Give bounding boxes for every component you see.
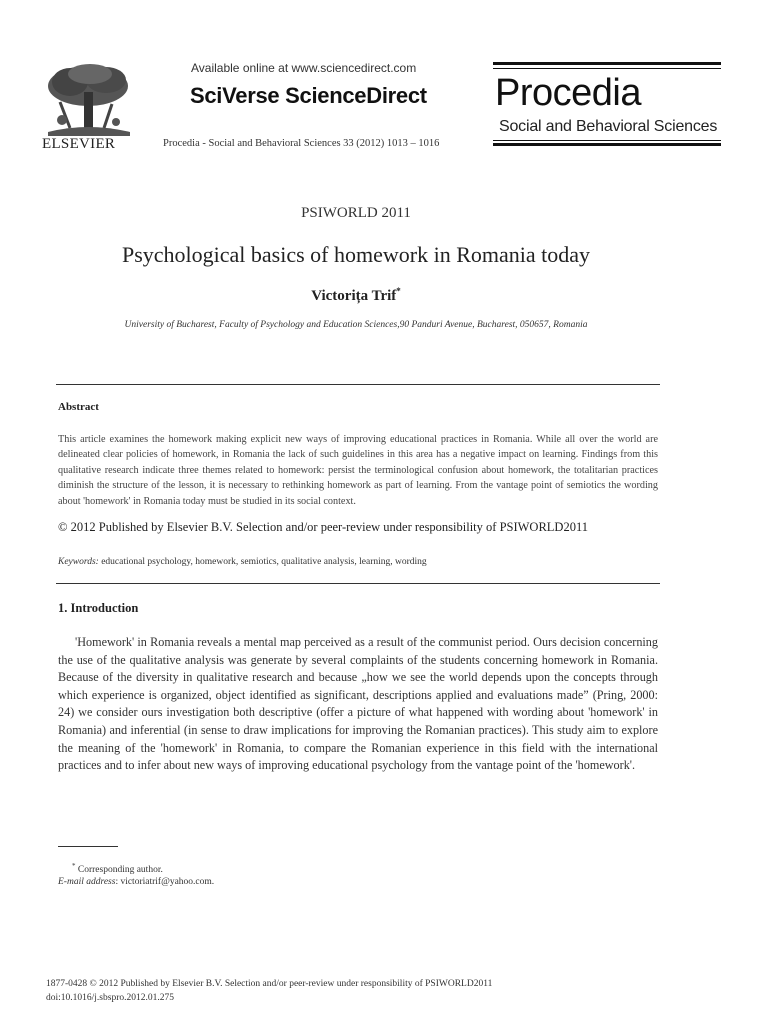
conference-name: PSIWORLD 2011 — [301, 205, 411, 221]
author-text: Victorița Trif — [311, 288, 397, 304]
keywords-line — [58, 557, 427, 567]
author-footnote-mark: * — [396, 286, 401, 296]
footnote-corresponding — [72, 862, 163, 875]
article-title: Psychological basics of homework in Romania today — [121, 242, 591, 267]
author-affiliation: University of Bucharest, Faculty of Psychology and Education Sciences,90 Panduri Avenue, Bucharest, 050657, Romania — [124, 320, 588, 330]
keywords-list: educational psychology, homework, semiotics, qualitative analysis, learning, wording — [101, 557, 427, 567]
procedia-top-thin-rule — [493, 68, 721, 69]
available-online-text: Available online at www.sciencedirect.com — [191, 61, 417, 75]
abstract-bottom-rule — [56, 583, 660, 584]
procedia-subtitle: Social and Behavioral Sciences — [499, 118, 718, 135]
footnote-rule — [58, 846, 118, 847]
elsevier-wordmark: ELSEVIER — [42, 136, 116, 152]
journal-citation: Procedia - Social and Behavioral Sciences 33 (2012) 1013 – 1016 — [163, 138, 440, 149]
email-label: E-mail address — [58, 877, 116, 887]
abstract-heading: Abstract — [58, 401, 99, 413]
procedia-bottom-thin-rule — [493, 140, 721, 141]
introduction-paragraph: 'Homework' in Romania reveals a mental map perceived as a result of the communist period. Ours decision concerning the use of the qualitative analysis was generate by several complaints of the students concerning homework in Romania. Because of the diversity in qualitative research and because „how we see the world depends upon the concepts through which experience is organized, object identified as significant, descriptions applied and evaluations made” (Pring, 2000: 24) we consider ours investigation both descriptive (offer a picture of what happened with wording about 'homework' in Romania) and inferential (in sense to draw implications for improving the Romanian practices). This study aim to explore the meaning of the 'homework' in Romania, to compare the Romanian experience in this field with the international practices and to infer about new ways of improving educational psychology from the vantage point of the 'homework'. — [58, 635, 658, 773]
author-name — [0, 286, 712, 305]
introduction-heading: 1. Introduction — [58, 601, 139, 615]
footer-issn-line: 1877-0428 © 2012 Published by Elsevier B.V. Selection and/or peer-review under responsibility of PSIWORLD2011 — [46, 979, 493, 989]
abstract-top-rule — [56, 384, 660, 385]
copyright-notice: © 2012 Published by Elsevier B.V. Selection and/or peer-review under responsibility of PSIWORLD2011 — [58, 520, 588, 534]
footnote-corresponding-text: Corresponding author. — [77, 865, 163, 876]
footer-doi[interactable]: doi:10.1016/j.sbspro.2012.01.275 — [46, 993, 174, 1003]
procedia-bottom-rule — [493, 143, 721, 146]
sciverse-sciencedirect-wordmark: SciVerse ScienceDirect — [190, 83, 427, 108]
footnote-mark: * — [72, 862, 76, 870]
procedia-top-rule — [493, 62, 721, 65]
footnote-email — [58, 877, 214, 887]
abstract-body: This article examines the homework making explicit new ways of improving educational practices in Romania. While all over the world are delineated clear policies of homework, in Romania the lack of such guidelines in this area has a negative impact on learning. Findings from this qualitative research indicate three themes related to homework: persist the terminological confusion about homework, the totalitarian practices diminish the structure of the lesson, it is necessary to rethinking homework as part of learning. From the vantage point of semiotics the wording about 'homework' in Romania today must be studied in its social context. — [58, 434, 658, 507]
keywords-label: Keywords: — [58, 557, 99, 567]
email-address[interactable]: : victoriatrif@yahoo.com. — [115, 877, 215, 887]
procedia-wordmark: Procedia — [495, 72, 641, 114]
